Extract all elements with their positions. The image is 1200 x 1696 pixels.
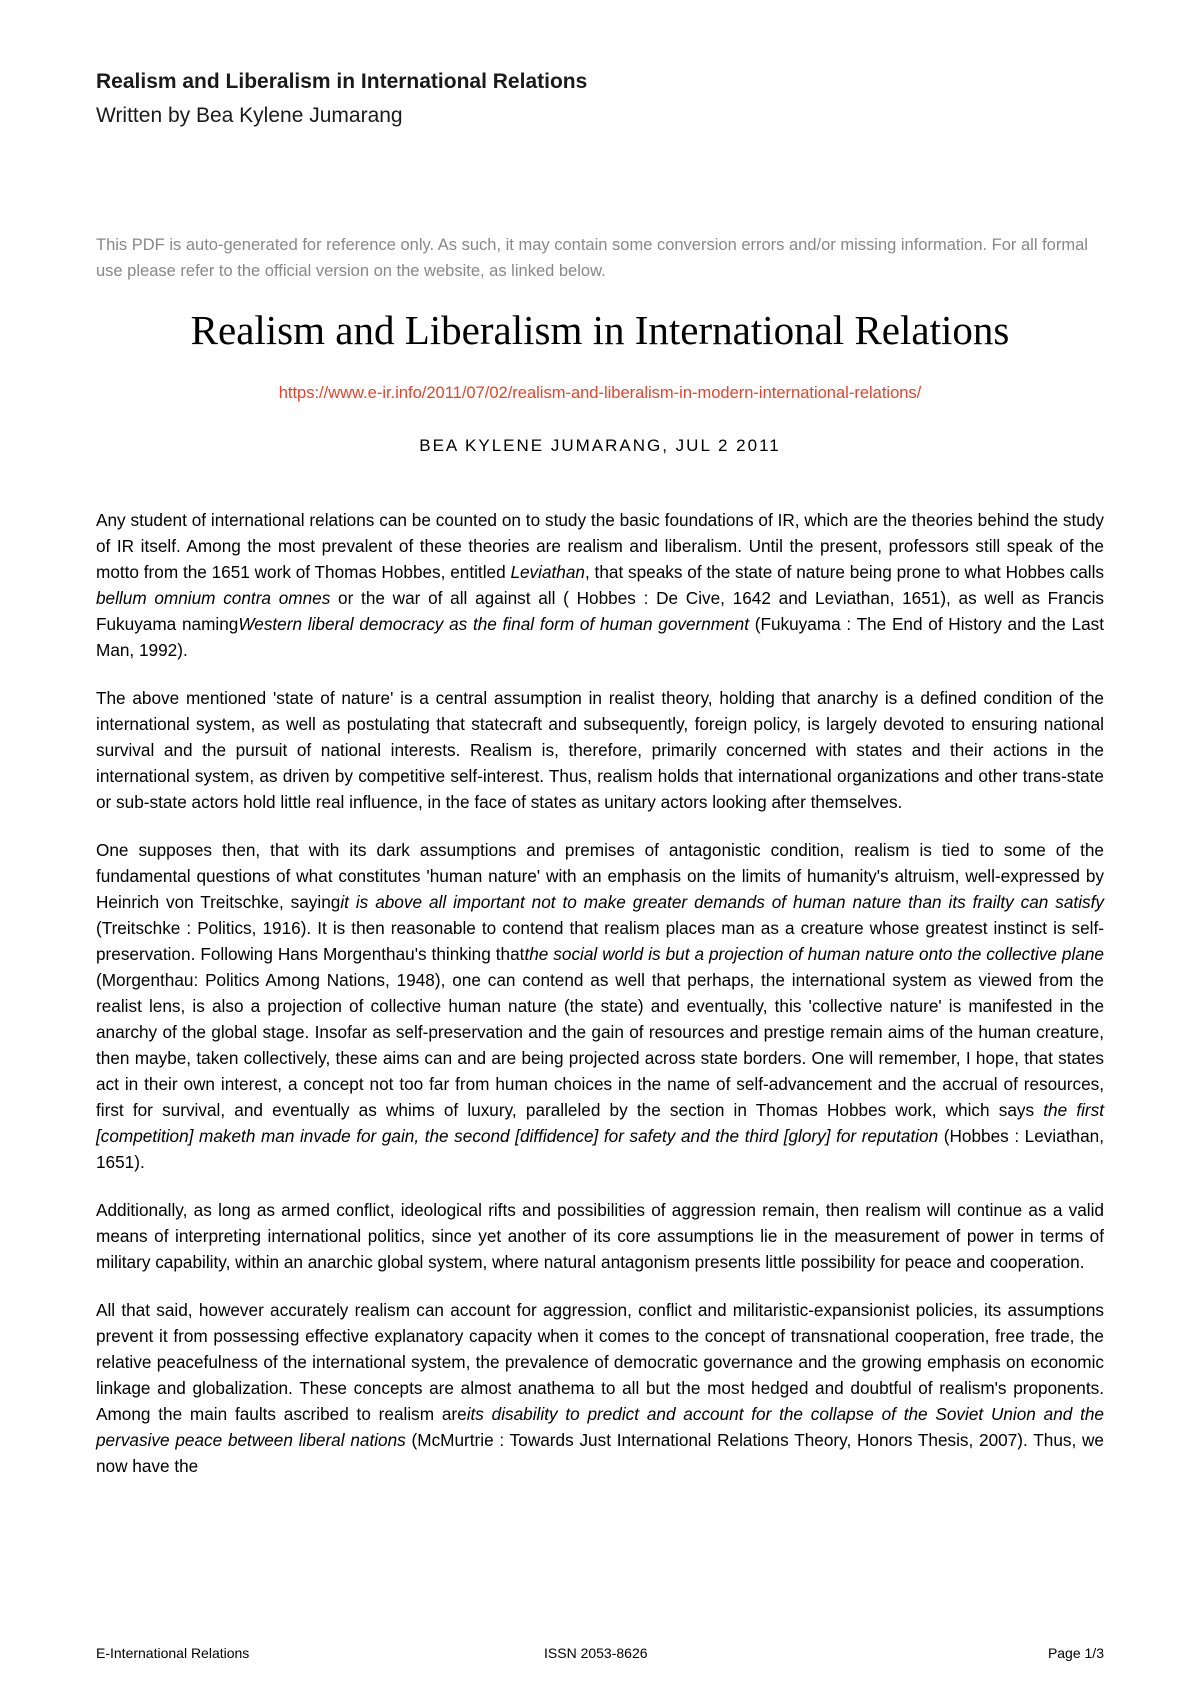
paragraph-5: All that said, however accurately realism can account for aggression, conflict and militaristic-expansionist policies, its assumptions prevent it from possessing effective explanatory capacity when it comes to the concept of transnational cooperation, free trade, the relative peacefulness of the international system, the prevalence of democratic governance and the growing emphasis on economic linkage and globalization. These concepts are almost anathema to all but the most hedged and doubtful of realism's proponents. Among the main faults ascribed to realism areits disability to predict and account for the collapse of the Soviet Union and the pervasive peace between liberal nations (McMurtrie : Towards Just International Relations Theory, Honors Thesis, 2007). Thus, we now have the bbox=[96, 1300, 1104, 1476]
emphasis-treitschke-quote: it is above all important not to make greater demands of human nature than its frailty can satisfy bbox=[340, 892, 1104, 912]
emphasis-fukuyama-quote: Western liberal democracy as the final form of human government bbox=[238, 614, 750, 634]
article-title: Realism and Liberalism in International Relations bbox=[190, 307, 1010, 353]
footer-page-number: Page 1/3 bbox=[1047, 1645, 1104, 1661]
paragraph-4: Additionally, as long as armed conflict, ideological rifts and possibilities of aggression remain, then realism will continue as a valid means of interpreting international politics, since yet another of its core assumptions lie in the measurement of power in terms of military capability, within an anarchic global system, where natural antagonism presents little possibility for peace and cooperation. bbox=[96, 1200, 1104, 1272]
running-header bbox=[96, 70, 587, 128]
header-title: Realism and Liberalism in International Relations bbox=[96, 70, 588, 93]
emphasis-hobbes-quote: the first [competition] maketh man invade for gain, the second [diffidence] for safety and the third [glory] for reputation bbox=[96, 1100, 1105, 1146]
emphasis-morgenthau-quote: the social world is but a projection of human nature onto the collective plane bbox=[524, 944, 1104, 964]
article-body bbox=[96, 507, 1104, 1501]
footer-issn: ISSN 2053-8626 bbox=[544, 1645, 648, 1661]
footer-publisher: E-International Relations bbox=[96, 1645, 250, 1661]
paragraph-1: Any student of international relations can be counted on to study the basic foundations of IR, which are the theories behind the study of IR itself. Among the most prevalent of these theories are realism and liberalism. Until the present, professors still speak of the motto from the 1651 work of Thomas Hobbes, entitled Leviathan, that speaks of the state of nature being prone to what Hobbes calls bellum omnium contra omnes or the war of all against all ( Hobbes : De Cive, 1642 and Leviathan, 1651), as well as Francis Fukuyama namingWestern liberal democracy as the final form of human government (Fukuyama : The End of History and the Last Man, 1992). bbox=[96, 510, 1105, 660]
byline: BEA KYLENE JUMARANG, JUL 2 2011 bbox=[419, 436, 781, 455]
emphasis-leviathan: Leviathan bbox=[510, 562, 585, 582]
header-author: Written by Bea Kylene Jumarang bbox=[96, 104, 403, 127]
emphasis-mcmurtrie-quote: its disability to predict and account for the collapse of the Soviet Union and the pervasive peace between liberal nations bbox=[96, 1404, 1104, 1450]
paragraph-3: One supposes then, that with its dark assumptions and premises of antagonistic condition, realism is tied to some of the fundamental questions of what constitutes 'human nature' with an emphasis on the limits of humanity's altruism, well-expressed by Heinrich von Treitschke, sayingit is above all important not to make greater demands of human nature than its frailty can satisfy (Treitschke : Politics, 1916). It is then reasonable to contend that realism places man as a creature whose greatest instinct is self-preservation. Following Hans Morgenthau's thinking thatthe social world is but a projection of human nature onto the collective plane (Morgenthau: Politics Among Nations, 1948), one can contend as well that perhaps, the international system as viewed from the realist lens, is also a projection of collective human nature (the state) and eventually, this 'collective nature' is manifested in the anarchy of the global stage. Insofar as self-preservation and the gain of resources and prestige remain aims of the human creature, then maybe, taken collectively, these aims can and are being projected across state borders. One will remember, I hope, that states act in their own interest, a concept not too far from human choices in the name of self-advancement and the accrual of resources, first for survival, and eventually as whims of luxury, paralleled by the section in Thomas Hobbes work, which says the first [competition] maketh man invade for gain, the second [diffidence] for safety and the third [glory] for reputation (Hobbes : Leviathan, 1651). bbox=[96, 840, 1105, 1172]
emphasis-bellum: bellum omnium contra omnes bbox=[96, 588, 331, 608]
pdf-notice: This PDF is auto-generated for reference only. As such, it may contain some conversion errors and/or missing information. For all formal use please refer to the official version on the website, as linked below. bbox=[96, 236, 1088, 280]
source-url-link[interactable]: https://www.e-ir.info/2011/07/02/realism-and-liberalism-in-modern-international-relations/ bbox=[278, 384, 922, 402]
paragraph-2: The above mentioned 'state of nature' is a central assumption in realist theory, holding that anarchy is a defined condition of the international system, as well as postulating that statecraft and subsequently, foreign policy, is largely devoted to ensuring national survival and the pursuit of national interests. Realism is, therefore, primarily concerned with states and their actions in the international system, as driven by competitive self-interest. Thus, realism holds that international organizations and other trans-state or sub-state actors hold little real influence, in the face of states as unitary actors looking after themselves. bbox=[96, 688, 1104, 812]
